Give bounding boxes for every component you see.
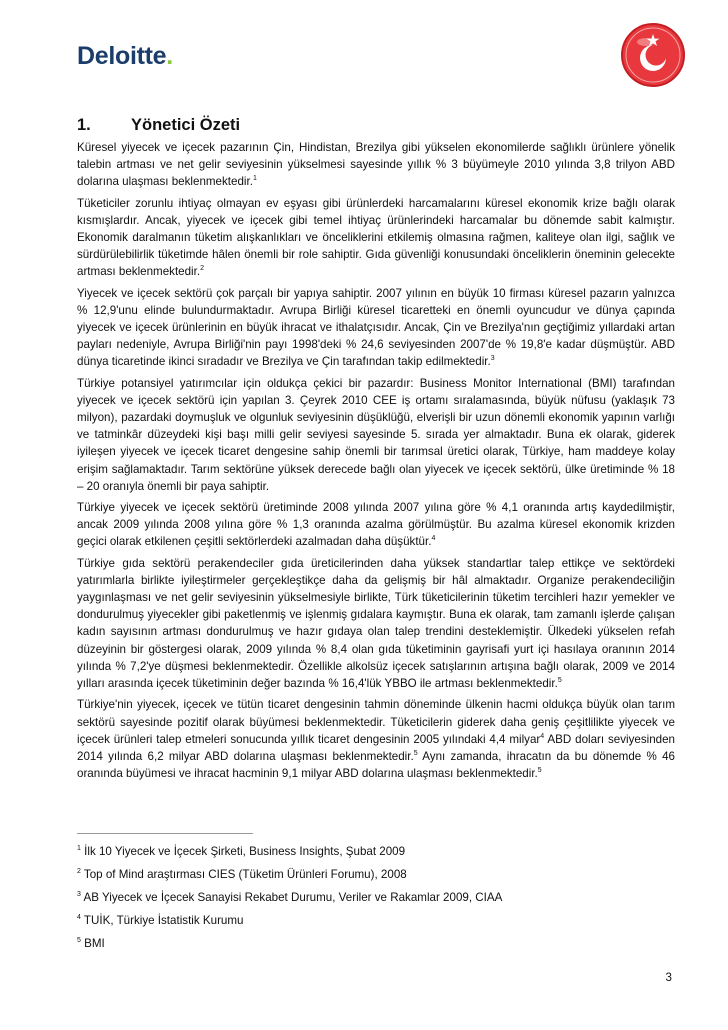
- footnote: $^1$ İlk 10 Yiyecek ve İçecek Şirketi, Business Insights, Şubat 2009: [77, 845, 406, 858]
- footnote-ref: 5: [537, 767, 542, 775]
- red-crescent-star-emblem-icon: [620, 22, 686, 88]
- paragraph: Türkiye potansiyel yatırımcılar için oldukça çekici bir pazardır: Business Monitor International (BMI) tarafından yiyecek ve içecek sektörü için yapılan 3. Çeyrek 2010 CEE iş ortamı sıralamasında, büyük nüfusu (yaklaşık 73 milyon), pazardaki doymuşluk ve olgunluk seviyesinin düşüklüğü, elverişli bir uzun dönemli ekonomik yapının varlığı ve tatminkâr düzeydeki kişi başı milli gelir seviyesi sayesinde 5. sırada yer almaktadır. Buna ek olarak, giderek iyileşen yiyecek ve içecek ticaret dengesine sahip önemli bir tarımsal üretici olarak, Türkiye, ham maddeye kolay erişim sağlamaktadır. Tarım sektörüne yüksek derecede bağlı olan yiyecek ve içecek sektörü, ülke üretiminde % 18 – 20 oranıyla önemli bir paya sahiptir.: [77, 376, 675, 493]
- paragraph: Yiyecek ve içecek sektörü çok parçalı bir yapıya sahiptir. 2007 yılının en büyük 10 firması küresel pazarın yalnızca % 12,9'unu elinde bulundurmaktadır. Avrupa Birliği küresel ticaretteki en önemli oyuncudur ve dünya çapında yiyecek ve içecek ürünlerinin en büyük ihracat ve ithalatçısıdır. Ancak, Çin ve Brezilya'nın geçtiğimiz yıllardaki artan payları nedeniyle, Avrupa Birliği'nin payı 1998'deki % 24,6 seviyesinden 2007'de % 19,8'e kadar düşmüştür. ABD dünya ticaretinde ikinci sıradadır ve Brezilya ve Çin tarafından takip edilmektedir.$^3$: [77, 286, 675, 369]
- footnote-ref: 1: [252, 175, 257, 183]
- paragraph: Türkiye'nin yiyecek, içecek ve tütün ticaret dengesinin tahmin döneminde ülkenin hacmi oldukça büyük olan tarım sektörü sayesinde pozitif olarak büyümesi beklenmektedir. Tüketicilerin giderek daha geniş çeşitlilikte yiyecek ve içecek ürünleri talep etmeleri sonucunda yıllık ticaret dengesinin 2005 yılındaki 4,4 milyar$^4$ ABD doları seviyesinden 2014 yılında 6,2 milyar ABD dolarına ulaşması beklenmektedir.$^5$ Aynı zamanda, ihracatın da bu dönemde % 46 oranında büyümesi ve ihracat hacminin 9,1 milyar ABD dolarına ulaşması beklenmektedir.$^5$: [77, 698, 676, 781]
- footnote: $^5$ BMI: [77, 937, 105, 950]
- body-text: [77, 139, 675, 786]
- deloitte-logo: [77, 42, 173, 71]
- paragraph: Küresel yiyecek ve içecek pazarının Çin, Hindistan, Brezilya gibi yükselen ekonomilerde sağlıklı ürünlere yönelik talebin artması ve net gelir seviyesinin yükselmesi sayesinde yıllık % 3 büyümeyle 2010 yılında 3,8 trilyon ABD dolarına ulaşması beklenmektedir.$^1$: [77, 141, 675, 189]
- logo-text: Deloitte: [77, 42, 167, 70]
- footnote-ref: 4: [540, 732, 545, 740]
- footnote-ref: 2: [200, 265, 204, 273]
- section-heading: [77, 116, 240, 135]
- logo-dot: .: [166, 42, 173, 70]
- section-title: Yönetici Özeti: [131, 116, 241, 134]
- footnote-ref: 5: [557, 677, 562, 685]
- footnote-ref: 5: [413, 749, 418, 757]
- footnote-ref: 3: [490, 355, 495, 363]
- footnote: $^2$ Top of Mind araştırması CIES (Tüketim Ürünleri Forumu), 2008: [77, 868, 407, 881]
- paragraph: Türkiye gıda sektörü perakendeciler gıda üreticilerinden daha yüksek standartlar talep ettikçe ve sektördeki yatırımlarla birlikte iyileştirmeler gerçekleştikçe daha da gelişmiş bir hâl almaktadır. Organize perakendeciliğin yaygınlaşması ve net gelir seviyesinin yükselmesiyle birlikte, Türk tüketicilerinin tüketim tercihleri hazır yemekler ve dondurulmuş yiyecekler gibi paketlenmiş ve işlenmiş gıdalara kaymıştır. Buna ek olarak, tam zamanlı işlerde çalışan kadın sayısının artması dondurulmuş ve hazır gıdaya olan talep trendini desteklemiştir. Ülkedeki yükselen refah düzeyinin bir göstergesi olarak, 2009 yılında % 8,4 olan gıda tüketiminin gayrisafi yurt içi hasılaya oranının 2014 yılında % 7,2'ye düşmesi beklenmektedir. Özellikle alkolsüz içecek satışlarının artışına bağlı olarak, 2009 ve 2014 yılları arasında içecek tüketiminin değer bazında % 16,4'lük YBBO ile artması beklenmektedir.$^5$: [77, 556, 675, 691]
- footnote: $^3$ AB Yiyecek ve İçecek Sanayisi Rekabet Durumu, Veriler ve Rakamlar 2009, CIAA: [77, 891, 503, 904]
- footnote-ref: 4: [431, 535, 436, 543]
- footnotes: [77, 845, 675, 960]
- page-number: 3: [665, 971, 672, 984]
- footnote: $^4$ TUİK, Türkiye İstatistik Kurumu: [77, 914, 244, 927]
- paragraph: Tüketiciler zorunlu ihtiyaç olmayan ev eşyası gibi ürünlerdeki harcamalarını küresel ekonomik krize bağlı olarak kısmışlardır. Ancak, yiyecek ve içecek gibi temel ihtiyaç ürünlerindeki harcamalar bu dönemde sabit kalmıştır. Ekonomik daralmanın tüketim alışkanlıkları ve önceliklerini etkilemiş olmasına rağmen, kaliteye olan ilgi, sağlık ve sürdürülebilirlik tüketimde hâlen önemli bir role sahiptir. Gıda güvenliği konusundaki önceliklerin öneminin gelecekte artması beklenmektedir.$^2$: [77, 196, 675, 279]
- footnote-separator: [77, 833, 253, 834]
- paragraph: Türkiye yiyecek ve içecek sektörü üretiminde 2008 yılında 2007 yılına göre % 4,1 oranında artış kaydedilmiştir, ancak 2009 yılında 2008 yılına göre % 1,3 oranında azalma görülmüştür. Bu azalma küresel ekonomik krizden geçici olarak etkilenen çeşitli sektörlerdeki azalmadan daha düşüktür.$^4$: [77, 501, 675, 549]
- section-number: 1.: [77, 116, 91, 134]
